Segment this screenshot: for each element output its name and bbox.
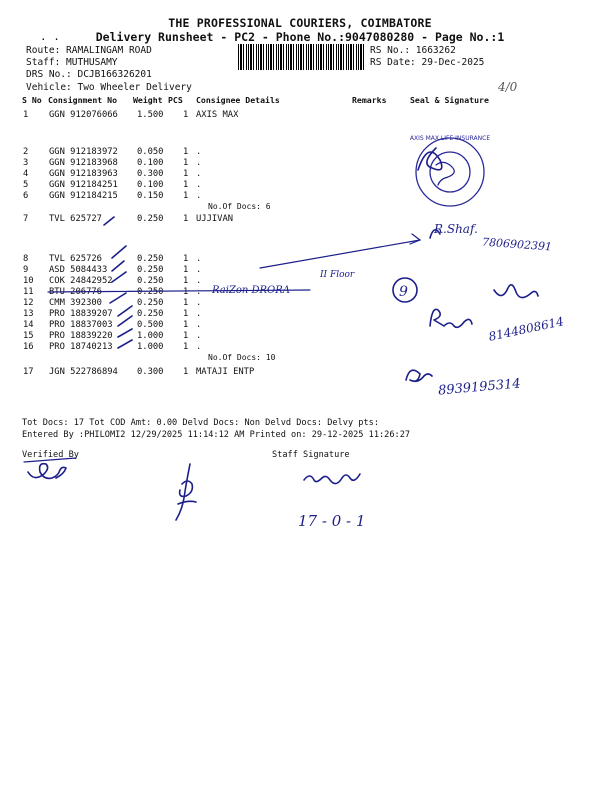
vehicle-label: Vehicle: Two Wheeler Delivery (26, 82, 192, 93)
row-consignment: CMM 392300 (49, 298, 102, 308)
row-pcs: 1 (183, 287, 189, 297)
row-sno: 7 (23, 214, 29, 224)
handwritten-count: 17 - 0 - 1 (298, 512, 366, 530)
row-sno: 2 (23, 147, 29, 157)
header-dots: . . (40, 30, 60, 43)
verified-by-label: Verified By (22, 450, 79, 460)
row-sno: 3 (23, 158, 29, 168)
drs-no: DRS No.: DCJB166326201 (26, 69, 152, 80)
entered-by-line: Entered By :PHILOMI2 12/29/2025 11:14:12 AM Printed on: 29-12-2025 11:26:27 (22, 430, 411, 440)
row-pcs: 1 (183, 298, 189, 308)
row-consignment: TVL 625726 (49, 254, 102, 264)
row-consignment: GGN 912076066 (49, 110, 118, 120)
row-sno: 16 (23, 342, 34, 352)
row-sno: 9 (23, 265, 29, 275)
row-consignee: . (196, 342, 202, 352)
row-weight: 1.000 (137, 342, 164, 352)
row-weight: 0.300 (137, 169, 164, 179)
row-consignment: GGN 912183963 (49, 169, 118, 179)
runsheet-title: Delivery Runsheet - PC2 - Phone No.:9047080280 - Page No.:1 (95, 30, 505, 44)
row-weight: 0.300 (137, 367, 164, 377)
handwritten-remark-floor: II Floor (320, 270, 355, 280)
row-sno: 11 (23, 287, 34, 297)
row-sno: 6 (23, 191, 29, 201)
rs-no: RS No.: 1663262 (370, 45, 456, 56)
row-weight: 0.250 (137, 265, 164, 275)
row-consignee: . (196, 320, 202, 330)
row-consignment: GGN 912183968 (49, 158, 118, 168)
row-sno: 12 (23, 298, 34, 308)
row-sno: 15 (23, 331, 34, 341)
route-label: Route: RAMALINGAM ROAD (26, 45, 152, 56)
row-consignment: PRO 18839220 (49, 331, 113, 341)
row-sno: 13 (23, 309, 34, 319)
row-pcs: 1 (183, 180, 189, 190)
row-consignee: . (196, 191, 202, 201)
handwritten-page-mark: 4/0 (498, 80, 518, 94)
row-consignee: AXIS MAX (196, 110, 239, 120)
col-consignee: Consignee Details (196, 95, 280, 105)
row-weight: 0.250 (137, 298, 164, 308)
staff-signature-label: Staff Signature (272, 450, 350, 460)
col-pcs: PCS (168, 95, 183, 105)
no-of-docs-group1: No.Of Docs: 6 (208, 202, 271, 211)
row-weight: 1.000 (137, 331, 164, 341)
row-pcs: 1 (183, 214, 189, 224)
row-weight: 0.100 (137, 158, 164, 168)
row-sno: 17 (23, 367, 34, 377)
svg-text:9: 9 (399, 284, 408, 300)
col-remarks: Remarks (352, 95, 387, 105)
row-consignment: GGN 912184251 (49, 180, 118, 190)
row-weight: 0.250 (137, 254, 164, 264)
row-consignment: PRO 18740213 (49, 342, 113, 352)
company-title: THE PROFESSIONAL COURIERS, COIMBATORE (168, 16, 432, 30)
row-weight: 0.250 (137, 276, 164, 286)
row-sno: 8 (23, 254, 29, 264)
handwritten-name: R.Shaf. (434, 222, 478, 236)
row-consignee: UJJIVAN (196, 214, 234, 224)
row-pcs: 1 (183, 254, 189, 264)
handwritten-phone-2: 8144808614 (487, 314, 565, 344)
row-consignee: . (196, 265, 202, 275)
row-sno: 5 (23, 180, 29, 190)
row-consignment: GGN 912183972 (49, 147, 118, 157)
handwritten-phone-3: 8939195314 (437, 376, 522, 399)
staff-label: Staff: MUTHUSAMY (26, 57, 118, 68)
row-pcs: 1 (183, 147, 189, 157)
row-pcs: 1 (183, 320, 189, 330)
row-weight: 0.150 (137, 191, 164, 201)
row-pcs: 1 (183, 158, 189, 168)
col-sno: S No (22, 95, 42, 105)
row-pcs: 1 (183, 367, 189, 377)
row-weight: 0.250 (137, 214, 164, 224)
row-consignment: COK 24842952 (49, 276, 113, 286)
row-consignee: . (196, 180, 202, 190)
no-of-docs-group2: No.Of Docs: 10 (208, 353, 276, 362)
row-weight: 0.250 (137, 287, 164, 297)
row-consignment: PRO 18837003 (49, 320, 113, 330)
rs-date: RS Date: 29-Dec-2025 (370, 57, 485, 68)
row-pcs: 1 (183, 342, 189, 352)
row-consignment: GGN 912184215 (49, 191, 118, 201)
row-sno: 1 (23, 110, 29, 120)
row-consignment: ASD 5084433 (49, 265, 108, 275)
row-consignee: . (196, 276, 202, 286)
row-pcs: 1 (183, 110, 189, 120)
row-pcs: 1 (183, 309, 189, 319)
col-weight: Weight (133, 95, 163, 105)
handwritten-remark: RaiZon DRORA (212, 285, 291, 296)
row-consignment: BTU 206776 (49, 287, 102, 297)
col-seal: Seal & Signature (410, 95, 489, 105)
totals-line: Tot Docs: 17 Tot COD Amt: 0.00 Delvd Docs: Non Delvd Docs: Delvy pts: (22, 418, 379, 428)
row-consignee: . (196, 309, 202, 319)
handwritten-phone-1: 7806902391 (481, 235, 553, 254)
row-consignee: . (196, 254, 202, 264)
col-consignment: Consignment No (48, 95, 118, 105)
row-weight: 1.500 (137, 110, 164, 120)
row-consignee: . (196, 169, 202, 179)
round-stamp (410, 135, 490, 206)
row-consignee: . (196, 147, 202, 157)
row-pcs: 1 (183, 169, 189, 179)
row-weight: 0.050 (137, 147, 164, 157)
row-sno: 4 (23, 169, 29, 179)
stamp-text: AXIS MAX LIFE INSURANCE (409, 135, 491, 142)
row-sno: 10 (23, 276, 34, 286)
row-pcs: 1 (183, 265, 189, 275)
row-consignee: . (196, 298, 202, 308)
row-consignment: TVL 625727 (49, 214, 102, 224)
row-weight: 0.100 (137, 180, 164, 190)
row-consignment: PRO 18839207 (49, 309, 113, 319)
row-consignee: . (196, 331, 202, 341)
row-weight: 0.500 (137, 320, 164, 330)
row-consignee: MATAJI ENTP (196, 367, 255, 377)
row-pcs: 1 (183, 331, 189, 341)
row-sno: 14 (23, 320, 34, 330)
row-consignee: . (196, 158, 202, 168)
row-consignee: . (196, 287, 202, 297)
row-pcs: 1 (183, 191, 189, 201)
row-consignment: JGN 522786894 (49, 367, 118, 377)
row-weight: 0.250 (137, 309, 164, 319)
row-pcs: 1 (183, 276, 189, 286)
